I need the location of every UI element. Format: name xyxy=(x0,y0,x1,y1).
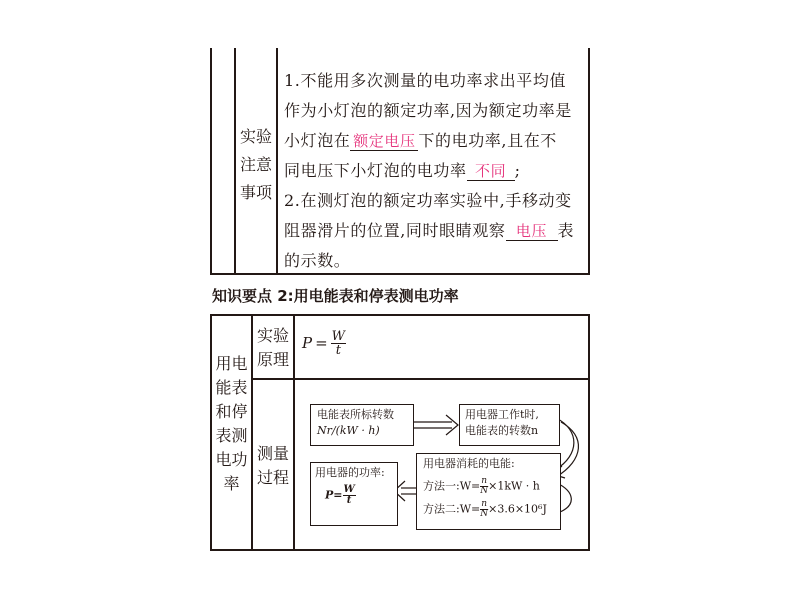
precautions-label: 实验 注意 事项 xyxy=(239,127,272,202)
arrow-box1-to-box2 xyxy=(407,415,458,435)
principle-label: 实验 原理 xyxy=(256,326,289,369)
method-two: 方法二:W= $\frac{n}{N}$ ×3.6×10⁶J xyxy=(423,499,547,519)
precaution-line-6: 阻器滑片的位置,同时眼睛观察 电压 表 xyxy=(284,221,575,240)
precaution-line-3: 小灯泡在 额定电压 下的电功率,且在不 xyxy=(284,131,557,150)
meter-rating-box: 电能表所标转数 Nr/(kW · h) xyxy=(310,404,414,446)
energy-consumed-box: 用电器消耗的电能: 方法一:W= $\frac{n}{N}$ ×1kW · h 方法二:W= $\frac{n}{N}$ ×3.6×10⁶J xyxy=(416,453,561,530)
principle-formula: P = $\frac{W}{t}$ xyxy=(302,329,346,358)
power-result-box: 用电器的功率: P= $\frac{W}{t}$ xyxy=(310,462,398,526)
section-heading: 知识要点 2:用电能表和停表测电功率 xyxy=(212,287,459,305)
answer-rated-voltage: 额定电压 xyxy=(353,132,416,150)
method-one: 方法一:W= $\frac{n}{N}$ ×1kW · h xyxy=(423,476,540,496)
answer-voltage: 电压 xyxy=(515,222,548,240)
process-label: 测量 过程 xyxy=(256,444,289,487)
answer-different: 不同 xyxy=(475,162,507,180)
meter-revolutions-box: 用电器工作t时, 电能表的转数n xyxy=(459,404,560,446)
precaution-line-7: 的示数。 xyxy=(284,251,351,270)
precaution-line-2: 作为小灯泡的额定功率,因为额定功率是 xyxy=(284,101,572,120)
precaution-line-4: 同电压下小灯泡的电功率 不同 ; xyxy=(284,161,521,180)
precaution-line-1: 1.不能用多次测量的电功率求出平均值 xyxy=(284,71,567,90)
method-label: 用电 能表 和停 表测 电功 率 xyxy=(215,354,248,493)
precaution-line-5: 2.在测灯泡的额定功率实验中,手移动变 xyxy=(284,191,572,210)
